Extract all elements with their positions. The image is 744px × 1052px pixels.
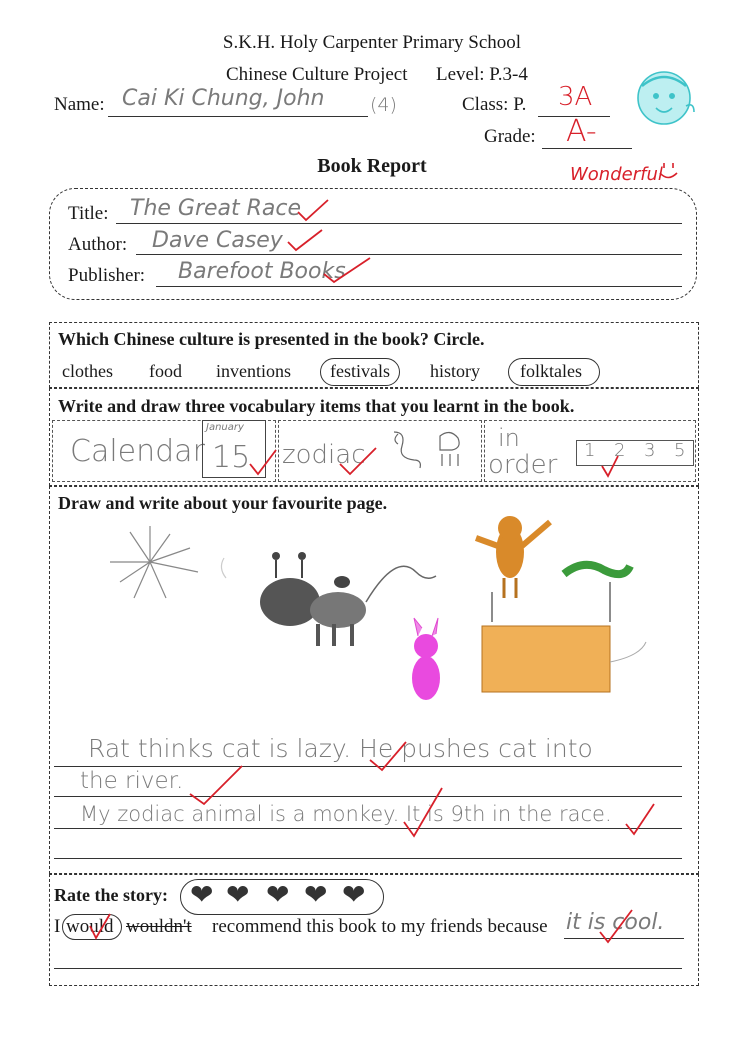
tick-icon [340, 448, 376, 474]
recommend-sentence: recommend this book to my friends because [212, 916, 548, 937]
vocab-word-calendar[interactable]: Calendar [70, 434, 205, 469]
sequence-5: 5 [674, 440, 686, 461]
favourite-line-2[interactable]: the river. [80, 768, 184, 794]
heart-icon[interactable]: ❤ [226, 880, 250, 911]
favourite-line-3[interactable]: My zodiac animal is a monkey. It is 9th in the race. [80, 802, 612, 826]
publisher-value[interactable]: Barefoot Books [178, 259, 346, 284]
heart-icon[interactable]: ❤ [342, 880, 366, 911]
sequence-1: 1 [584, 440, 596, 461]
raft-snake-drawing [482, 565, 646, 692]
writing-line-5 [54, 968, 682, 969]
favourite-page-drawing [90, 512, 710, 726]
author-label: Author: [68, 234, 128, 255]
class-value: 3A [558, 82, 593, 112]
tick-icon [288, 230, 322, 250]
tick-icon [370, 742, 406, 770]
option-inventions[interactable]: inventions [216, 361, 291, 381]
sequence-3: 3 [644, 440, 656, 461]
tick-icon [298, 200, 328, 220]
option-history[interactable]: history [430, 361, 481, 381]
favourite-page-prompt: Draw and write about your favourite page. [58, 493, 388, 513]
tick-icon [90, 914, 110, 938]
calendar-day: 15 [212, 440, 251, 475]
author-underline [136, 254, 682, 255]
option-would[interactable]: would [66, 916, 114, 937]
sequence-2: 2 [614, 440, 626, 461]
recommend-i: I [54, 916, 61, 937]
tick-icon [602, 456, 618, 476]
publisher-underline [156, 286, 682, 287]
vocab-word-zodiac[interactable]: zodiac [282, 440, 366, 470]
heart-icon[interactable]: ❤ [266, 880, 290, 911]
vocab-ticks [240, 430, 620, 484]
title-underline [116, 223, 682, 224]
book-info-ticks [280, 190, 390, 290]
option-food[interactable]: food [149, 361, 182, 381]
rating-label: Rate the story: [54, 885, 168, 905]
tick-icon [324, 258, 370, 282]
smiley-stamp-icon [628, 66, 700, 132]
option-clothes[interactable]: clothes [62, 361, 113, 381]
tick-icon [190, 766, 242, 804]
class-label: Class: P. [462, 94, 527, 115]
name-label: Name: [54, 94, 105, 115]
heart-icon[interactable]: ❤ [304, 880, 328, 911]
bird-drawing [476, 516, 550, 598]
rabbit-drawing [412, 618, 440, 700]
tick-icon [250, 450, 276, 474]
reason-value[interactable]: it is cool. [566, 910, 665, 935]
name-underline [108, 116, 368, 117]
vocab-word-order[interactable]: order [488, 450, 558, 480]
grade-value: A- [566, 114, 597, 149]
tick-icon [404, 788, 442, 836]
option-folktales[interactable]: folktales [520, 361, 582, 381]
name-value[interactable]: Cai Ki Chung, John [122, 86, 325, 111]
cat-rat-drawing [260, 552, 436, 646]
title-value[interactable]: The Great Race [130, 196, 302, 221]
favourite-line-1[interactable]: Rat thinks cat is lazy. He pushes cat into [88, 734, 593, 763]
culture-question-prompt: Which Chinese culture is presented in the book? Circle. [58, 329, 485, 349]
project-name: Chinese Culture Project [226, 64, 408, 85]
calendar-month: January [206, 422, 244, 433]
vocabulary-prompt: Write and draw three vocabulary items that you learnt in the book. [58, 396, 575, 416]
title-label: Title: [68, 203, 109, 224]
student-number[interactable]: (4) [370, 94, 397, 116]
report-title: Book Report [317, 155, 427, 177]
option-wouldnt[interactable]: wouldn't [126, 916, 192, 937]
tick-icon [626, 804, 654, 834]
project-level: Level: P.3-4 [436, 64, 528, 85]
teacher-comment: Wonderful [570, 164, 663, 185]
grade-label: Grade: [484, 126, 536, 147]
smile-doodle-icon [656, 160, 682, 186]
rating-ticks [80, 904, 680, 948]
writing-line-4 [54, 858, 682, 859]
tick-icon [600, 910, 632, 942]
vocab-word-in[interactable]: in [498, 424, 520, 452]
option-festivals[interactable]: festivals [330, 361, 390, 381]
heart-icon[interactable]: ❤ [190, 880, 214, 911]
author-value[interactable]: Dave Casey [152, 228, 283, 253]
favourite-ticks [180, 730, 660, 840]
publisher-label: Publisher: [68, 265, 146, 286]
firework-drawing [110, 526, 226, 598]
school-name: S.K.H. Holy Carpenter Primary School [222, 32, 522, 53]
